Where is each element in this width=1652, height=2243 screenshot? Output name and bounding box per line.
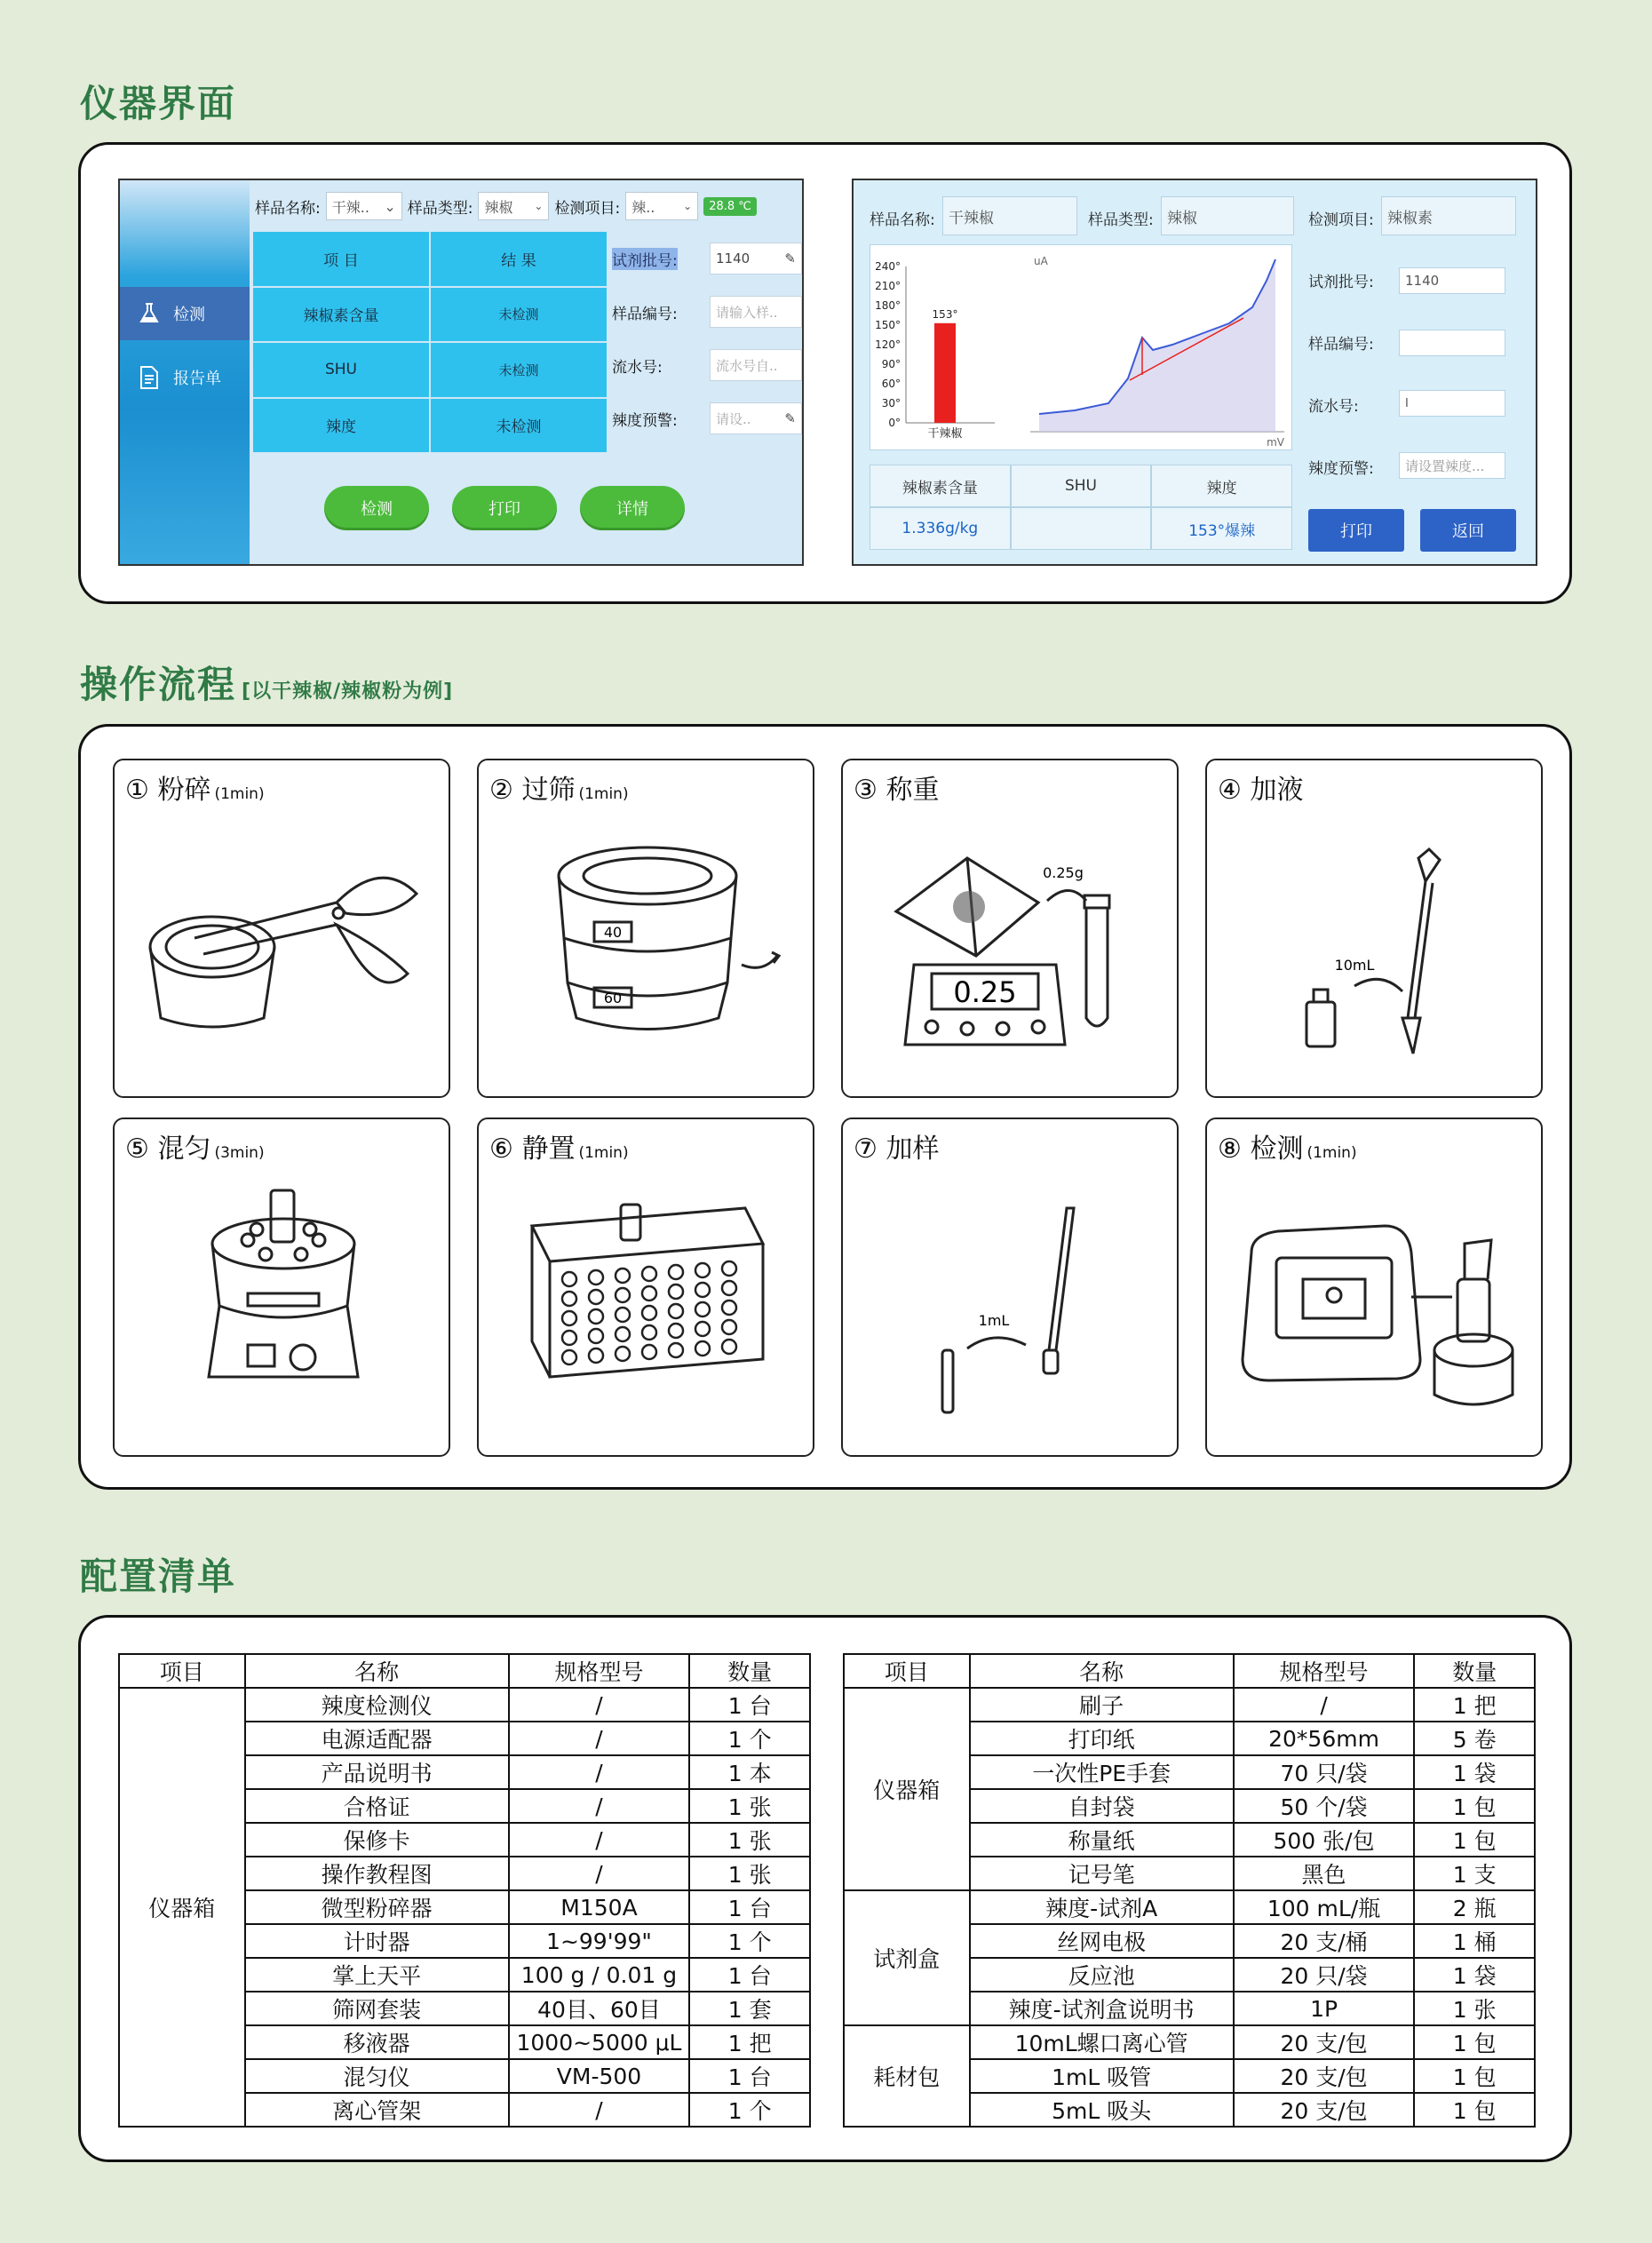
step-card-add-liquid bbox=[1205, 759, 1543, 1098]
step-card-add-sample bbox=[841, 1118, 1179, 1457]
table-cell: 未检测 bbox=[431, 288, 607, 342]
item-name-cell: 自封袋 bbox=[970, 1789, 1234, 1823]
spec-cell: 黑色 bbox=[1234, 1857, 1415, 1890]
scale-weighing-illustration bbox=[843, 796, 1180, 1098]
step-title: ⑤ 混匀 (3min) bbox=[125, 1133, 265, 1165]
column-header: 名称 bbox=[970, 1654, 1234, 1688]
spec-cell: / bbox=[509, 2093, 690, 2127]
detect-item-label: 检测项目: bbox=[1308, 211, 1374, 229]
item-name-cell: 辣度-试剂A bbox=[970, 1890, 1234, 1924]
spec-cell: / bbox=[509, 1789, 690, 1823]
table-cell: 辣椒素含量 bbox=[253, 288, 429, 342]
item-name-cell: 辣度-试剂盒说明书 bbox=[970, 1992, 1234, 2025]
item-name-cell: 筛网套装 bbox=[245, 1992, 509, 2025]
quantity-cell: 5 卷 bbox=[1414, 1722, 1535, 1755]
quantity-cell: 1 台 bbox=[689, 2059, 810, 2093]
item-name-cell: 掌上天平 bbox=[245, 1958, 509, 1992]
table-header-result: 结 果 bbox=[431, 232, 607, 286]
quantity-cell: 2 瓶 bbox=[1414, 1890, 1535, 1924]
spec-cell: 20 支/包 bbox=[1234, 2059, 1415, 2093]
quantity-cell: 1 张 bbox=[689, 1789, 810, 1823]
detection-chart-svg bbox=[870, 245, 1293, 451]
rack-hole bbox=[695, 1263, 710, 1277]
spec-cell: 500 张/包 bbox=[1234, 1823, 1415, 1857]
reagent-batch-label: 试剂批号: bbox=[1308, 274, 1374, 291]
sidebar-item-label: 检测 bbox=[173, 306, 205, 324]
item-name-cell: 离心管架 bbox=[245, 2093, 509, 2127]
rack-hole bbox=[642, 1325, 656, 1340]
rack-hole bbox=[722, 1261, 736, 1276]
rack-hole bbox=[722, 1300, 736, 1315]
serial-no-label: 流水号: bbox=[612, 358, 663, 377]
serial-no-field[interactable]: I bbox=[1399, 390, 1505, 417]
chevron-down-icon: ⌄ bbox=[384, 197, 396, 215]
rack-hole bbox=[695, 1322, 710, 1336]
quantity-cell: 1 张 bbox=[1414, 1992, 1535, 2025]
quantity-cell: 1 个 bbox=[689, 1924, 810, 1958]
table-row bbox=[844, 1890, 1535, 1924]
sample-name-field: 干辣椒 bbox=[942, 196, 1077, 235]
item-name-cell: 保修卡 bbox=[245, 1823, 509, 1857]
spec-cell: 20 只/袋 bbox=[1234, 1958, 1415, 1992]
spec-cell: / bbox=[1234, 1688, 1415, 1722]
item-name-cell: 10mL螺口离心管 bbox=[970, 2025, 1234, 2059]
spicy-alert-label: 辣度预警: bbox=[612, 411, 678, 430]
column-header: 项目 bbox=[844, 1654, 970, 1688]
rack-hole bbox=[616, 1308, 630, 1322]
quantity-cell: 1 个 bbox=[689, 1722, 810, 1755]
item-name-cell: 混匀仪 bbox=[245, 2059, 509, 2093]
column-header: 数量 bbox=[1414, 1654, 1535, 1688]
y-tick-label: 180° bbox=[875, 299, 901, 312]
curve-unit-label: mV bbox=[1267, 436, 1284, 449]
sample-name-select[interactable]: 干辣.. ⌄ bbox=[326, 192, 402, 220]
quantity-cell: 1 袋 bbox=[1414, 1958, 1535, 1992]
quantity-cell: 1 把 bbox=[1414, 1688, 1535, 1722]
form-row-reagent-batch bbox=[612, 232, 802, 285]
rack-hole bbox=[562, 1311, 576, 1325]
y-tick-label: 0° bbox=[888, 417, 901, 429]
item-name-cell: 丝网电极 bbox=[970, 1924, 1234, 1958]
spec-cell: / bbox=[509, 1755, 690, 1789]
sample-form bbox=[612, 232, 802, 445]
pipette-bottle-illustration bbox=[1207, 796, 1545, 1098]
quantity-cell: 1 桶 bbox=[1414, 1924, 1535, 1958]
table-cell: 未检测 bbox=[431, 343, 607, 397]
rack-hole bbox=[669, 1343, 683, 1357]
quantity-cell: 1 套 bbox=[689, 1992, 810, 2025]
group-cell: 试剂盒 bbox=[844, 1890, 970, 2025]
quantity-cell: 1 包 bbox=[1414, 1789, 1535, 1823]
step-card-detect bbox=[1205, 1118, 1543, 1457]
scale-readout: 0.25 bbox=[953, 975, 1017, 1009]
spec-cell: 20 支/桶 bbox=[1234, 1924, 1415, 1958]
chevron-down-icon: ⌄ bbox=[683, 200, 693, 212]
result-header: SHU bbox=[1012, 465, 1151, 506]
spec-cell: 50 个/袋 bbox=[1234, 1789, 1415, 1823]
volume-10ml-label: 10mL bbox=[1334, 957, 1375, 974]
spec-cell: 20 支/包 bbox=[1234, 2093, 1415, 2127]
y-tick-label: 210° bbox=[875, 280, 901, 292]
workflow-panel bbox=[78, 724, 1572, 1490]
quantity-cell: 1 袋 bbox=[1414, 1755, 1535, 1789]
sieve-mesh-40-label: 40 bbox=[603, 924, 623, 941]
sidebar-item-label: 报告单 bbox=[173, 370, 221, 388]
spec-cell: 1~99'99" bbox=[509, 1924, 690, 1958]
rack-hole bbox=[589, 1290, 603, 1304]
rack-hole bbox=[642, 1267, 656, 1281]
quantity-cell: 1 包 bbox=[1414, 2093, 1535, 2127]
spicy-alert-field[interactable]: 请设置辣度... bbox=[1399, 452, 1505, 479]
sample-no-field[interactable] bbox=[1399, 330, 1505, 356]
column-header: 数量 bbox=[689, 1654, 810, 1688]
rack-hole bbox=[616, 1347, 630, 1361]
rack-hole bbox=[562, 1292, 576, 1306]
sample-type-label: 样品类型: bbox=[1088, 211, 1154, 229]
quantity-cell: 1 包 bbox=[1414, 2025, 1535, 2059]
step-card-grind bbox=[113, 759, 450, 1098]
table-header-row bbox=[844, 1654, 1535, 1688]
y-tick-label: 60° bbox=[881, 378, 901, 390]
quantity-cell: 1 包 bbox=[1414, 2059, 1535, 2093]
serial-no-label: 流水号: bbox=[1308, 398, 1359, 416]
step-title: ② 过筛 (1min) bbox=[489, 775, 629, 806]
step-title: ③ 称重 bbox=[854, 775, 940, 806]
spec-cell: 20 支/包 bbox=[1234, 2025, 1415, 2059]
sample-type-label: 样品类型: bbox=[407, 199, 473, 218]
document-icon bbox=[138, 366, 161, 389]
rack-hole bbox=[589, 1348, 603, 1363]
section-title-interface: 仪器界面 bbox=[80, 82, 237, 125]
item-name-cell: 操作教程图 bbox=[245, 1857, 509, 1890]
group-cell: 耗材包 bbox=[844, 2025, 970, 2127]
sample-topbar bbox=[255, 191, 795, 221]
group-cell: 仪器箱 bbox=[119, 1688, 245, 2127]
result-table bbox=[253, 232, 607, 452]
spec-cell: 100 mL/瓶 bbox=[1234, 1890, 1415, 1924]
rack-hole bbox=[695, 1302, 710, 1316]
step-card-rest bbox=[477, 1118, 814, 1457]
quantity-cell: 1 张 bbox=[689, 1857, 810, 1890]
vortex-mixer-illustration bbox=[115, 1155, 452, 1457]
config-table-right bbox=[843, 1653, 1536, 2128]
form-row-sample-no bbox=[612, 285, 802, 338]
rack-hole bbox=[562, 1272, 576, 1286]
grinder-scissors-illustration bbox=[115, 796, 452, 1098]
quantity-cell: 1 包 bbox=[1414, 1823, 1535, 1857]
rack-hole bbox=[695, 1283, 710, 1297]
detect-button[interactable]: 检测 bbox=[324, 486, 429, 530]
back-button[interactable]: 返回 bbox=[1420, 509, 1516, 552]
step-card-weigh bbox=[841, 759, 1179, 1098]
step-title: ① 粉碎 (1min) bbox=[125, 775, 265, 806]
spec-cell: / bbox=[509, 1823, 690, 1857]
item-name-cell: 电源适配器 bbox=[245, 1722, 509, 1755]
item-name-cell: 5mL 吸头 bbox=[970, 2093, 1234, 2127]
table-cell: 未检测 bbox=[431, 399, 607, 453]
item-name-cell: 产品说明书 bbox=[245, 1755, 509, 1789]
rack-hole bbox=[722, 1281, 736, 1295]
detect-item-label: 检测项目: bbox=[554, 199, 621, 218]
spec-cell: / bbox=[509, 1688, 690, 1722]
table-header-item: 项 目 bbox=[253, 232, 429, 286]
reagent-batch-field[interactable]: 1140 bbox=[1399, 267, 1505, 294]
item-name-cell: 刷子 bbox=[970, 1688, 1234, 1722]
step-card-sieve bbox=[477, 759, 814, 1098]
pencil-icon[interactable]: ✎ bbox=[784, 410, 796, 426]
item-name-cell: 记号笔 bbox=[970, 1857, 1234, 1890]
rack-hole bbox=[616, 1288, 630, 1302]
instrument-screen-report bbox=[852, 179, 1537, 566]
sidebar bbox=[120, 180, 250, 564]
form-row-serial-no bbox=[612, 338, 802, 392]
item-name-cell: 称量纸 bbox=[970, 1823, 1234, 1857]
result-header: 辣度 bbox=[1152, 465, 1291, 506]
detail-button[interactable]: 详情 bbox=[580, 486, 685, 530]
curve-unit-label: uA bbox=[1034, 255, 1048, 267]
y-tick-label: 90° bbox=[881, 358, 901, 370]
sample-no-label: 样品编号: bbox=[612, 305, 678, 323]
sample-no-input[interactable]: 请输入样.. bbox=[710, 296, 802, 328]
rack-hole bbox=[642, 1306, 656, 1320]
reagent-batch-input[interactable]: 1140 ✎ bbox=[710, 243, 802, 274]
spec-cell: VM-500 bbox=[509, 2059, 690, 2093]
table-row bbox=[844, 2025, 1535, 2059]
table-header-row bbox=[119, 1654, 810, 1688]
y-tick-label: 120° bbox=[875, 338, 901, 351]
spec-cell: 20*56mm bbox=[1234, 1722, 1415, 1755]
column-header: 项目 bbox=[119, 1654, 245, 1688]
dropper-illustration bbox=[843, 1155, 1180, 1457]
rack-hole bbox=[669, 1304, 683, 1318]
step-title: ④ 加液 bbox=[1218, 775, 1304, 806]
sample-name-label: 样品名称: bbox=[255, 199, 321, 218]
pencil-icon[interactable]: ✎ bbox=[784, 251, 796, 266]
section-title-workflow: 操作流程 [以干辣椒/辣椒粉为例] bbox=[80, 663, 454, 706]
table-row bbox=[119, 1688, 810, 1722]
item-name-cell: 移液器 bbox=[245, 2025, 509, 2059]
step-title: ⑥ 静置 (1min) bbox=[489, 1133, 629, 1165]
spicy-alert-label: 辣度预警: bbox=[1308, 460, 1374, 478]
table-cell: 辣度 bbox=[253, 399, 429, 453]
result-header: 辣椒素含量 bbox=[870, 465, 1010, 506]
step-card-mix bbox=[113, 1118, 450, 1457]
sample-type-select[interactable]: 辣椒 ⌄ bbox=[478, 192, 549, 220]
quantity-cell: 1 支 bbox=[1414, 1857, 1535, 1890]
instrument-screen-main bbox=[118, 179, 804, 566]
rack-hole bbox=[562, 1350, 576, 1364]
config-table-left bbox=[118, 1653, 811, 2128]
tube-rack-illustration bbox=[479, 1155, 816, 1457]
rack-hole bbox=[669, 1285, 683, 1299]
result-value bbox=[1012, 508, 1151, 549]
sidebar-item-report[interactable] bbox=[120, 351, 250, 404]
spec-cell: / bbox=[509, 1857, 690, 1890]
spec-cell: 100 g / 0.01 g bbox=[509, 1958, 690, 1992]
print-button[interactable]: 打印 bbox=[1308, 509, 1404, 552]
detector-instrument-illustration bbox=[1207, 1155, 1545, 1457]
quantity-cell: 1 台 bbox=[689, 1958, 810, 1992]
volume-1ml-label: 1mL bbox=[978, 1312, 1010, 1329]
quantity-cell: 1 张 bbox=[689, 1823, 810, 1857]
result-value: 153°爆辣 bbox=[1152, 508, 1291, 549]
item-name-cell: 微型粉碎器 bbox=[245, 1890, 509, 1924]
quantity-cell: 1 把 bbox=[689, 2025, 810, 2059]
print-button[interactable]: 打印 bbox=[452, 486, 557, 530]
spiciness-bar bbox=[934, 323, 956, 423]
sieve-mesh-60-label: 60 bbox=[603, 990, 623, 1006]
table-row bbox=[844, 1688, 1535, 1722]
item-name-cell: 计时器 bbox=[245, 1924, 509, 1958]
sample-name-label: 样品名称: bbox=[870, 211, 935, 229]
rack-hole bbox=[589, 1270, 603, 1285]
sieve-stack-illustration bbox=[479, 796, 816, 1098]
item-name-cell: 辣度检测仪 bbox=[245, 1688, 509, 1722]
spicy-alert-input[interactable]: 请设.. ✎ bbox=[710, 402, 802, 434]
curve-fill bbox=[1039, 259, 1275, 432]
rack-hole bbox=[616, 1269, 630, 1283]
serial-no-input[interactable]: 流水号自.. bbox=[710, 349, 802, 381]
flask-icon bbox=[138, 302, 161, 325]
quantity-cell: 1 台 bbox=[689, 1688, 810, 1722]
rack-hole bbox=[562, 1331, 576, 1345]
step-title: ⑦ 加样 bbox=[854, 1133, 940, 1165]
column-header: 名称 bbox=[245, 1654, 509, 1688]
y-tick-label: 30° bbox=[881, 397, 901, 410]
sample-type-field: 辣椒 bbox=[1161, 196, 1294, 235]
workflow-note: [以干辣椒/辣椒粉为例] bbox=[242, 680, 454, 703]
reagent-batch-label: 试剂批号: bbox=[612, 248, 678, 270]
quantity-cell: 1 个 bbox=[689, 2093, 810, 2127]
group-cell: 仪器箱 bbox=[844, 1688, 970, 1890]
result-value: 1.336g/kg bbox=[870, 508, 1010, 549]
result-summary-table bbox=[870, 465, 1292, 550]
spec-cell: M150A bbox=[509, 1890, 690, 1924]
detect-item-field: 辣椒素 bbox=[1381, 196, 1516, 235]
spec-cell: / bbox=[509, 1722, 690, 1755]
quantity-cell: 1 台 bbox=[689, 1890, 810, 1924]
item-name-cell: 1mL 吸管 bbox=[970, 2059, 1234, 2093]
bar-value-label: 153° bbox=[932, 307, 958, 321]
rack-hole bbox=[669, 1265, 683, 1279]
table-cell: SHU bbox=[253, 343, 429, 397]
rack-hole bbox=[722, 1320, 736, 1334]
quantity-cell: 1 本 bbox=[689, 1755, 810, 1789]
item-name-cell: 打印纸 bbox=[970, 1722, 1234, 1755]
detection-chart bbox=[870, 244, 1292, 450]
column-header: 规格型号 bbox=[1234, 1654, 1415, 1688]
interface-panel bbox=[78, 142, 1572, 604]
step-title: ⑧ 检测 (1min) bbox=[1218, 1133, 1357, 1165]
rack-hole bbox=[669, 1324, 683, 1338]
spec-cell: 1P bbox=[1234, 1992, 1415, 2025]
spec-cell: 70 只/袋 bbox=[1234, 1755, 1415, 1789]
temperature-badge: 28.8 ℃ bbox=[703, 197, 757, 216]
rack-hole bbox=[589, 1309, 603, 1324]
chevron-down-icon: ⌄ bbox=[534, 200, 544, 212]
detect-item-select[interactable]: 辣.. ⌄ bbox=[625, 192, 698, 220]
rack-hole bbox=[642, 1286, 656, 1300]
rack-hole bbox=[722, 1340, 736, 1354]
weight-label: 0.25g bbox=[1043, 864, 1084, 881]
item-name-cell: 反应池 bbox=[970, 1958, 1234, 1992]
x-category-label: 干辣椒 bbox=[927, 427, 963, 441]
config-panel bbox=[78, 1615, 1572, 2162]
form-row-spicy-alert bbox=[612, 392, 802, 445]
rack-hole bbox=[589, 1329, 603, 1343]
rack-hole bbox=[616, 1327, 630, 1341]
column-header: 规格型号 bbox=[509, 1654, 690, 1688]
y-tick-label: 150° bbox=[875, 319, 901, 331]
spec-cell: 1000~5000 μL bbox=[509, 2025, 690, 2059]
item-name-cell: 合格证 bbox=[245, 1789, 509, 1823]
item-name-cell: 一次性PE手套 bbox=[970, 1755, 1234, 1789]
y-tick-label: 240° bbox=[875, 260, 901, 273]
spec-cell: 40目、60目 bbox=[509, 1992, 690, 2025]
sample-no-label: 样品编号: bbox=[1308, 336, 1374, 354]
rack-hole bbox=[695, 1341, 710, 1356]
section-title-config: 配置清单 bbox=[80, 1555, 237, 1598]
rack-hole bbox=[642, 1345, 656, 1359]
sidebar-item-detect[interactable] bbox=[120, 287, 250, 340]
